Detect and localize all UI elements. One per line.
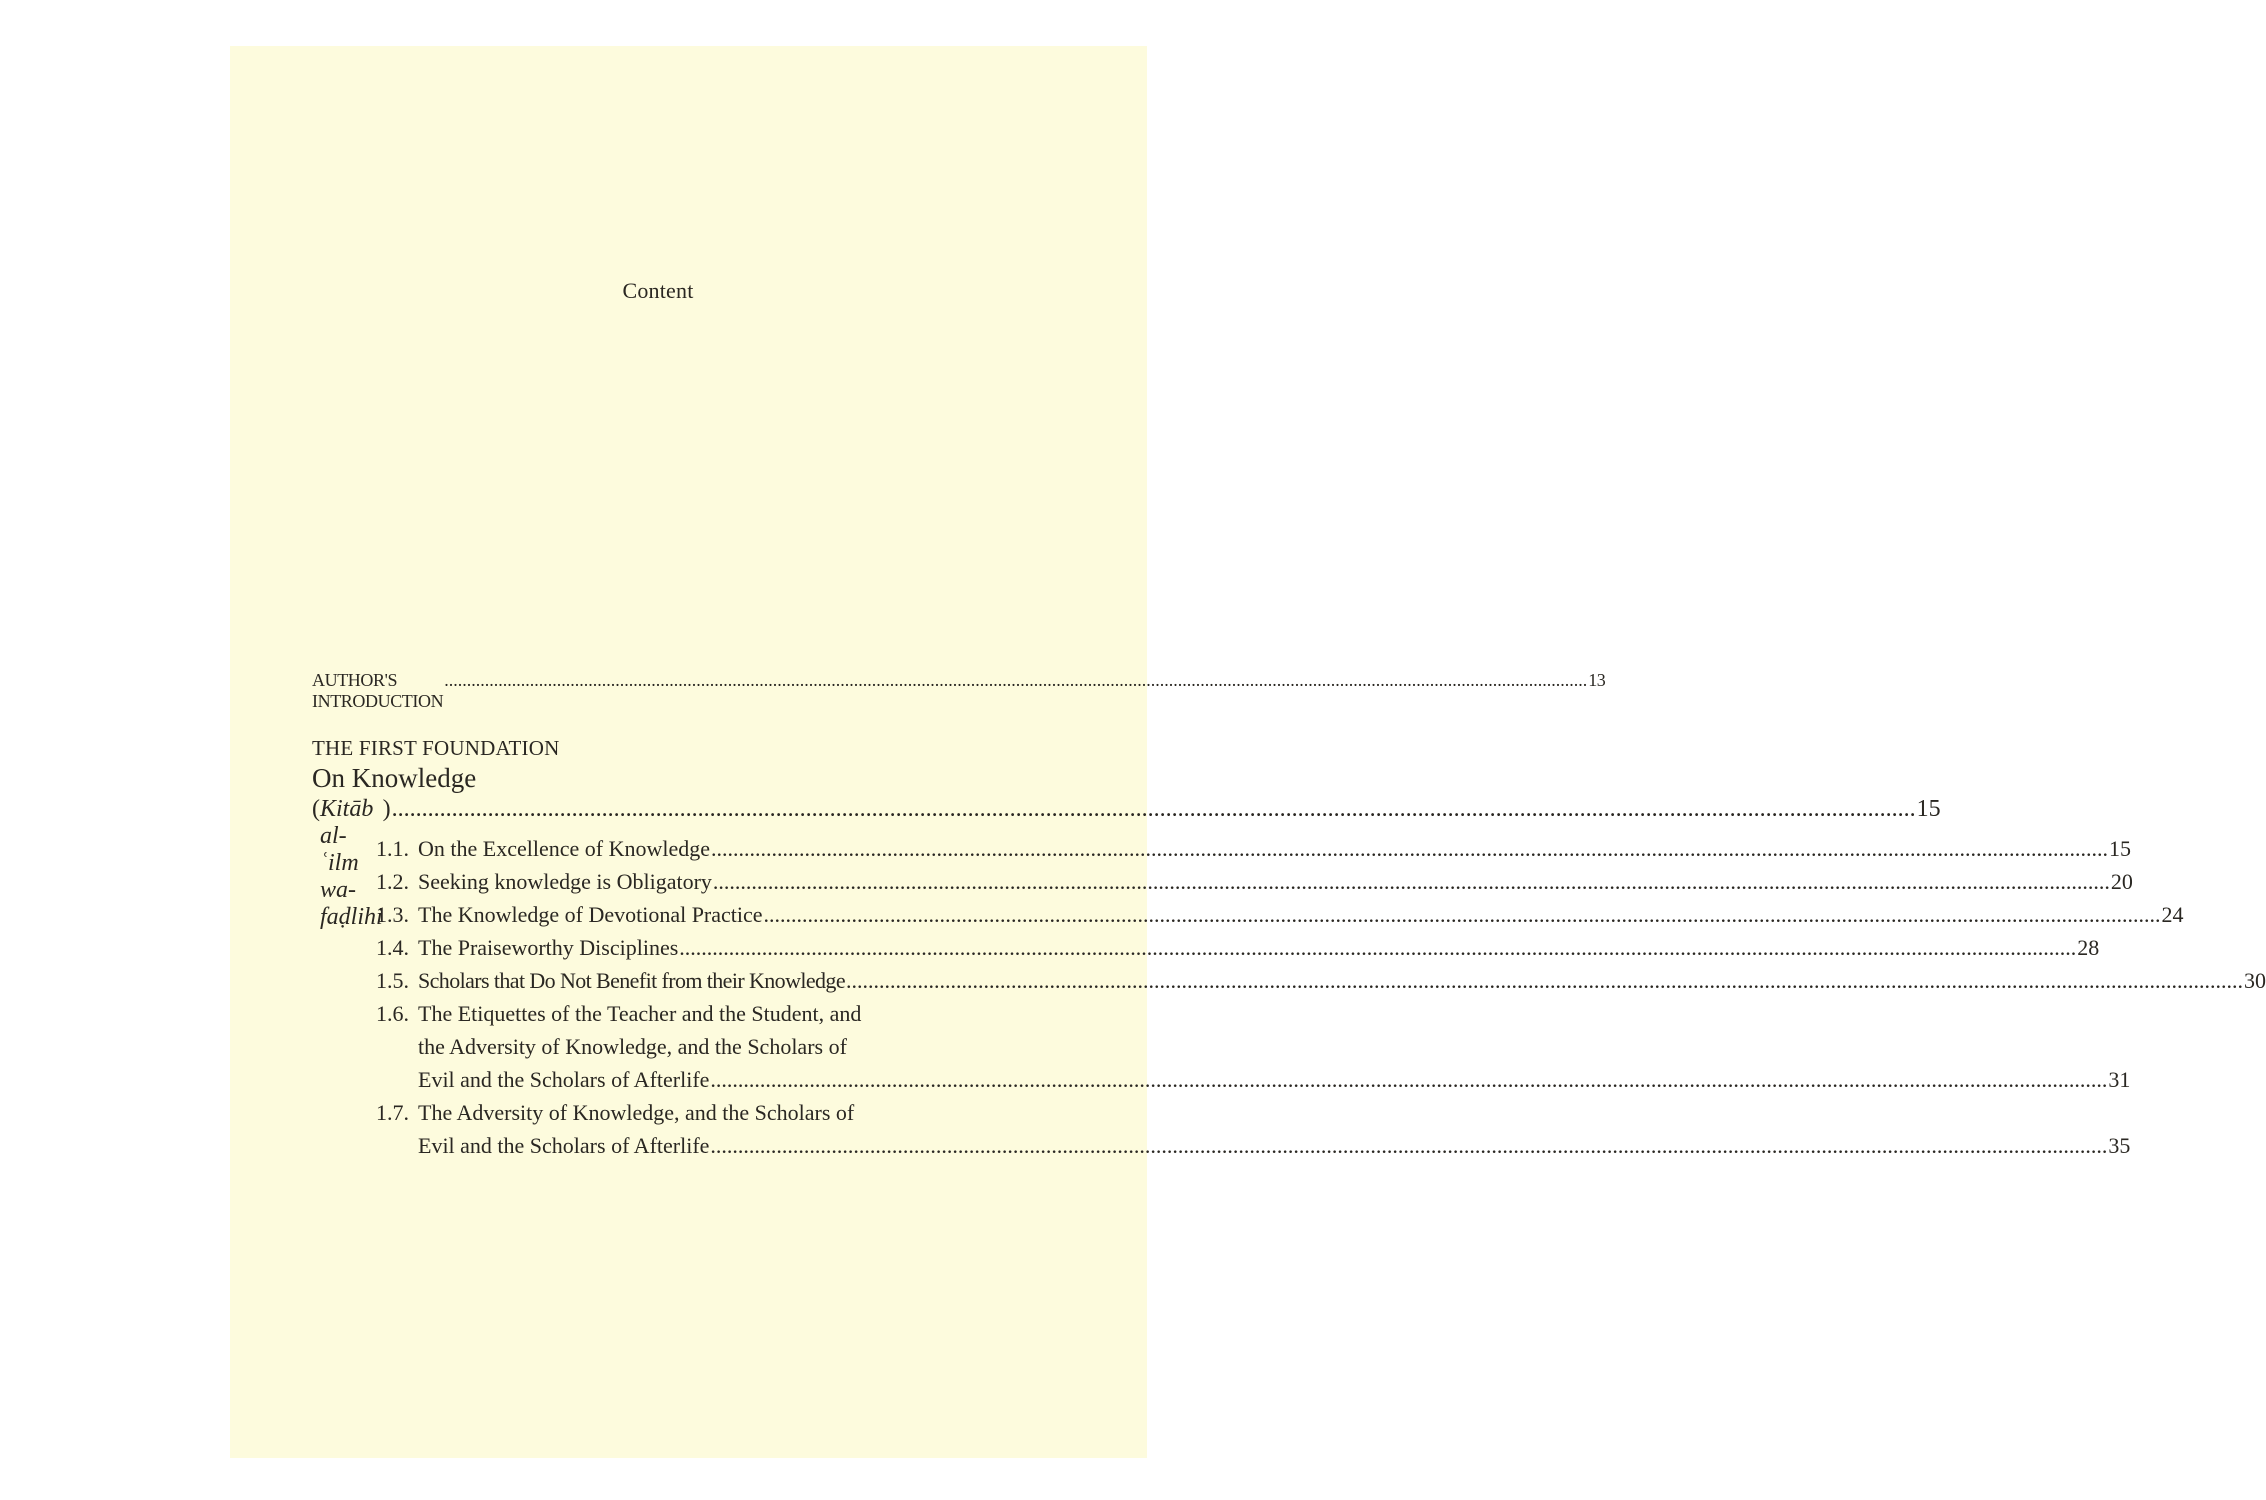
section-title-line: The Etiquettes of the Teacher and the Student, and (418, 1001, 862, 1026)
section-title: Seeking knowledge is Obligatory (418, 869, 712, 894)
dot-leader (764, 898, 2161, 931)
toc-page-number: 35 (2108, 1133, 2131, 1158)
section-title-line: the Adversity of Knowledge, and the Scholars of (418, 1034, 847, 1059)
section-title-line: The Adversity of Knowledge, and the Scholars of (418, 1100, 855, 1125)
section-list (376, 832, 2266, 1162)
section-title-line: Evil and the Scholars of Afterlife (418, 1067, 710, 1092)
toc-page-number: 15 (2109, 836, 2131, 861)
section-number: 1.7. (376, 1100, 409, 1125)
toc-section-entry (376, 964, 2266, 997)
toc-page-number: 31 (2108, 1067, 2131, 1092)
part-title: On Knowledge (312, 763, 477, 793)
toc-section-entry (376, 997, 2131, 1096)
dot-leader (710, 1063, 2107, 1096)
subtitle-paren-open: ( (312, 796, 320, 822)
section-title: The Knowledge of Devotional Practice (418, 902, 763, 927)
dot-leader (711, 832, 2108, 865)
toc-page-number: 28 (2077, 935, 2100, 960)
toc-page-number: 24 (2161, 902, 2184, 927)
section-number: 1.3. (376, 902, 409, 927)
section-number: 1.4. (376, 935, 409, 960)
page-title: Content (622, 278, 694, 303)
toc-section-entry (376, 865, 2133, 898)
part-label: THE FIRST FOUNDATION (312, 736, 560, 760)
section-title: Scholars that Do Not Benefit from their Knowledge (418, 968, 845, 993)
section-title: On the Excellence of Knowledge (418, 836, 710, 861)
part-subtitle: Kitāb al-ʿilm wa-faḍlihi (320, 796, 383, 930)
dot-leader (710, 1129, 2107, 1162)
toc-page-number: 13 (1588, 670, 1606, 690)
dot-leader (846, 964, 2243, 997)
section-title: The Praiseworthy Disciplines (418, 935, 679, 960)
toc-section-entry (376, 1096, 2131, 1162)
toc-page-number: 15 (1916, 796, 1941, 822)
toc-section-entry (376, 931, 2100, 964)
dot-leader (444, 670, 1587, 691)
dot-leader (392, 796, 1916, 823)
dot-leader (713, 865, 2110, 898)
section-number: 1.5. (376, 968, 409, 993)
dot-leader (679, 931, 2076, 964)
toc-section-entry (376, 832, 2131, 865)
section-number: 1.1. (376, 836, 409, 861)
book-page (230, 46, 2266, 1458)
toc-page-number: 20 (2110, 869, 2133, 894)
section-title-line: Evil and the Scholars of Afterlife (418, 1133, 710, 1158)
toc-page-number: 30 (2244, 968, 2266, 993)
section-number: 1.2. (376, 869, 409, 894)
toc-entry-label: AUTHOR'S INTRODUCTION (312, 670, 444, 711)
subtitle-paren-close: ) (382, 796, 391, 822)
section-number: 1.6. (376, 1001, 409, 1026)
toc-section-entry (376, 898, 2184, 931)
toc-entry-intro (312, 670, 1606, 712)
